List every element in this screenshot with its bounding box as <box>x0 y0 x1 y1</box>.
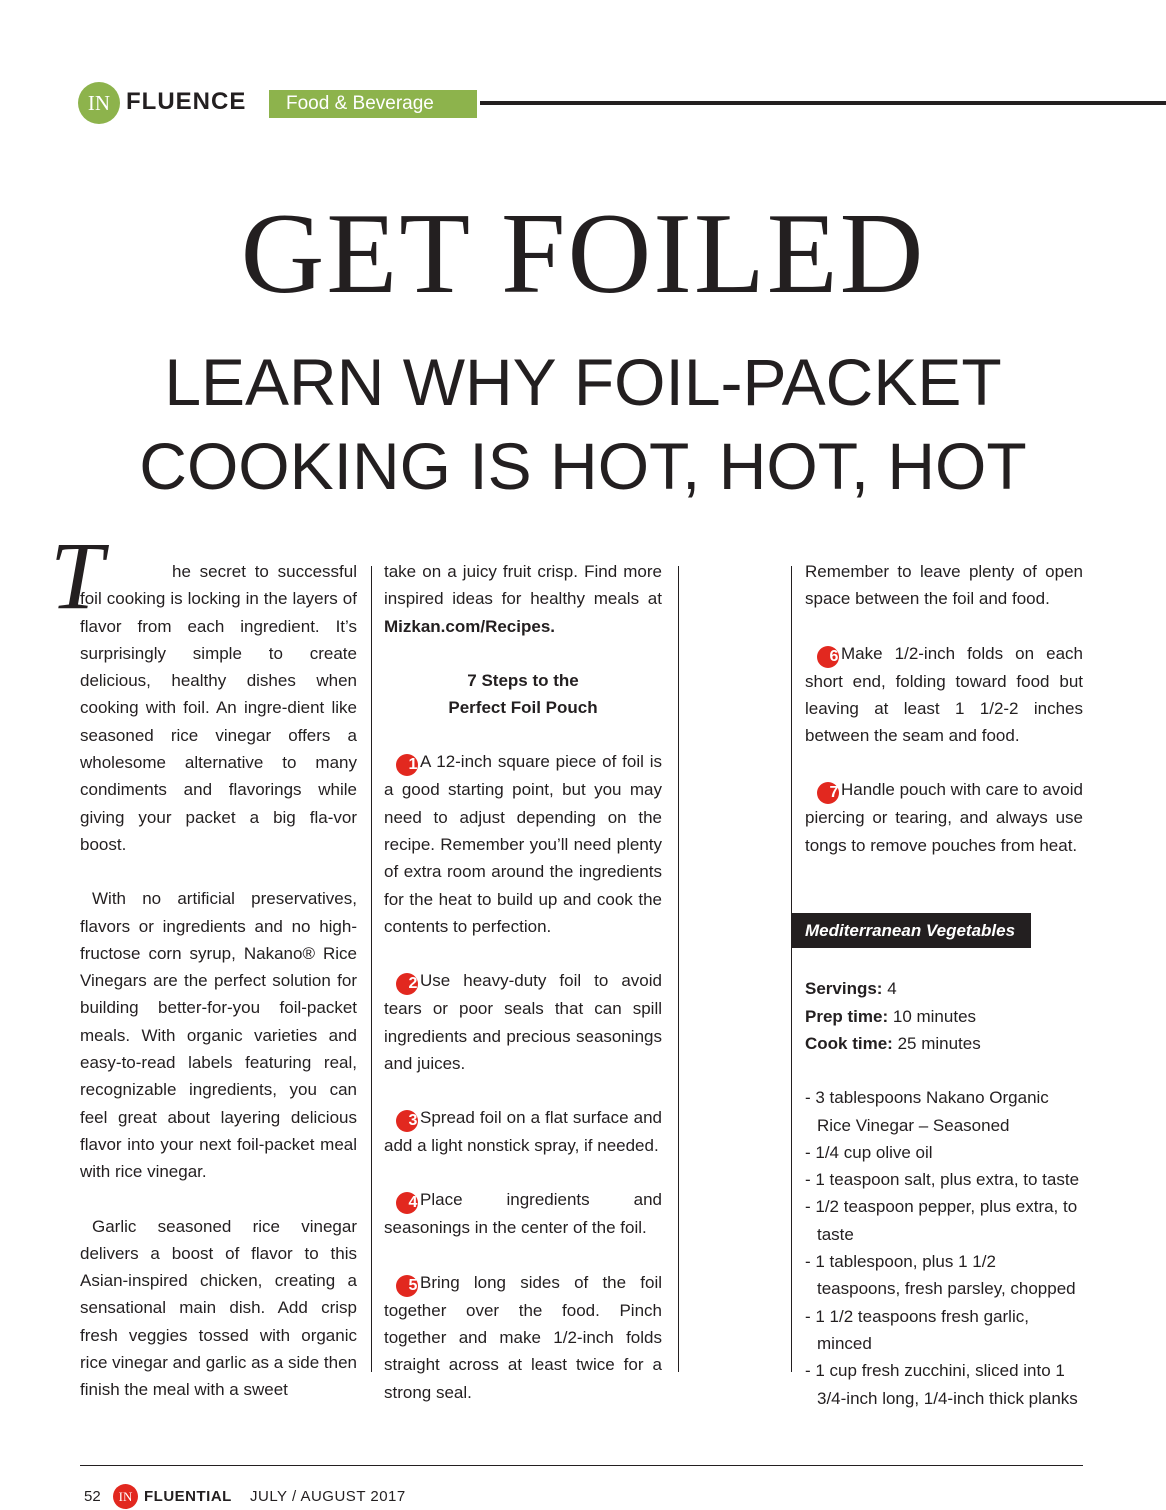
header-rule <box>480 101 1166 105</box>
step-6: 6 Make 1/2-inch folds on each short end, folding toward food but leaving at least 1 1/2-2 inches between the seam and food. <box>805 643 1083 746</box>
column-2 <box>384 558 662 1406</box>
fluential-wordmark: FLUENTIAL <box>144 1488 232 1505</box>
step-number-badge: 6 <box>817 646 839 668</box>
in-logo-mark: IN <box>78 82 120 124</box>
ingredient-item: - 1 teaspoon salt, plus extra, to taste <box>805 1170 1080 1190</box>
column-rule-2 <box>678 566 679 1372</box>
recipe-title: Mediterranean Vegetables <box>791 913 1031 948</box>
section-label: Food & Beverage <box>269 90 477 118</box>
recipe-title-bar <box>791 913 1083 948</box>
paragraph-continued: take on a juicy fruit crisp. Find more inspired ideas for healthy meals at Mizkan.com/Recipes. <box>384 562 662 636</box>
step-5: 5 Bring long sides of the foil together over the food. Pinch together and make 1/2-inch folds straight across at least twice for a strong seal. <box>384 1272 662 1402</box>
ingredient-item: - 1/2 teaspoon pepper, plus extra, to taste <box>805 1197 1078 1244</box>
step-4: 4 Place ingredients and seasonings in the center of the foil. <box>384 1190 662 1238</box>
ingredient-item: - 1 1/2 teaspoons fresh garlic, minced <box>805 1306 1029 1353</box>
fluence-wordmark: FLUENCE <box>126 88 247 115</box>
issue-date: JULY / AUGUST 2017 <box>250 1488 406 1505</box>
step-number-badge: 1 <box>396 754 418 776</box>
footer-in-logo-mark: IN <box>113 1484 138 1509</box>
recipes-link[interactable]: Mizkan.com/Recipes. <box>384 616 556 636</box>
page-number: 52 <box>84 1488 101 1505</box>
paragraph-continued-3: Remember to leave plenty of open space between the foil and food. <box>805 562 1083 609</box>
subtitle-line-2: COOKING IS HOT, HOT, HOT <box>139 429 1027 503</box>
drop-cap: T <box>50 522 104 629</box>
intro-paragraph-wrap <box>50 522 357 858</box>
article-subtitle <box>0 340 1166 508</box>
paragraph-preservatives: With no artificial preservatives, flavors or ingredients and no high-fructose corn syrup, Nakano® Rice Vinegars are the perfect solution for building better-for-you foil-packet meals. With organic varieties and easy-to-read labels featuring real, recognizable ingredients, you can feel great about layering delicious flavor into your next foil-packet meal with rice vinegar. <box>80 889 357 1182</box>
step-number-badge: 2 <box>396 973 418 995</box>
subtitle-line-1: LEARN WHY FOIL-PACKET <box>164 345 1002 419</box>
step-2: 2 Use heavy-duty foil to avoid tears or poor seals that can spill ingredients and precious seasonings and juices. <box>384 971 662 1073</box>
footer-rule <box>80 1465 1083 1466</box>
ingredient-item: - 1/4 cup olive oil <box>805 1142 933 1162</box>
prep-time-line: Prep time: 10 minutes <box>805 1006 977 1026</box>
ingredient-item: - 3 tablespoons Nakano Organic Rice Vinegar – Seasoned <box>805 1088 1049 1135</box>
article-title: GET FOILED <box>240 190 926 318</box>
step-1: 1 A 12-inch square piece of foil is a good starting point, but you may need to adjust depending on the recipe. Remember you’ll need plenty of extra room around the ingredients for the heat to build up and cook the contents to perfection. <box>384 752 662 936</box>
ingredient-item: - 1 cup fresh zucchini, sliced into 1 3/4-inch long, 1/4-inch thick planks <box>805 1361 1078 1408</box>
step-7: 7 Handle pouch with care to avoid piercing or tearing, and always use tongs to remove pouches from heat. <box>805 780 1083 855</box>
section-header <box>78 82 1166 124</box>
servings-line: Servings: 4 <box>805 979 897 999</box>
ingredient-item: - 1 tablespoon, plus 1 1/2 teaspoons, fresh parsley, chopped <box>805 1252 1076 1299</box>
step-number-badge: 5 <box>396 1275 418 1297</box>
step-3: 3 Spread foil on a flat surface and add a light nonstick spray, if needed. <box>384 1108 662 1156</box>
column-rule-3 <box>791 566 792 1372</box>
step-number-badge: 7 <box>817 782 839 804</box>
cook-time-line: Cook time: 25 minutes <box>805 1033 981 1053</box>
intro-paragraph: he secret to successful foil cooking is locking in the layers of flavor from each ingredient. It’s surprisingly simple to create delicious, healthy dishes when cooking with foil. An ingre-dient like seasoned rice vinegar offers a wholesome alternative to many condiments and flavorings while giving your packet a big fla-vor boost. <box>80 562 357 854</box>
column-1 <box>50 522 357 1404</box>
column-3 <box>805 558 1083 1412</box>
steps-heading-line-2: Perfect Foil Pouch <box>448 698 598 718</box>
steps-heading-line-1: 7 Steps to the <box>467 670 579 690</box>
step-number-badge: 4 <box>396 1192 418 1214</box>
column-rule-1 <box>371 566 372 1372</box>
paragraph-garlic: Garlic seasoned rice vinegar delivers a boost of flavor to this Asian-inspired chicken, creating a sensational main dish. Add crisp fresh veggies tossed with organic rice vinegar and garlic as a side then finish the meal with a sweet <box>80 1216 357 1400</box>
step-number-badge: 3 <box>396 1110 418 1132</box>
